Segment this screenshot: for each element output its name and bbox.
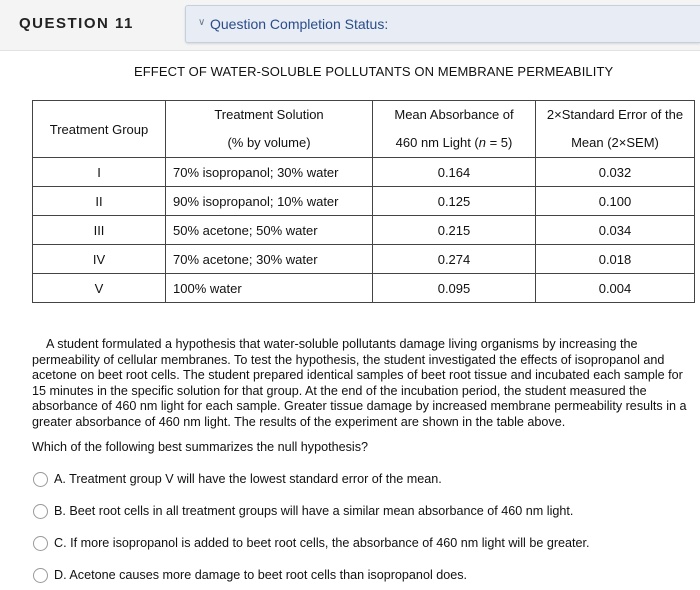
radio-button[interactable] <box>33 536 48 551</box>
cell-absorbance: 0.215 <box>373 216 536 245</box>
table-row <box>33 187 695 216</box>
cell-sem: 0.100 <box>536 187 695 216</box>
cell-group: IV <box>33 245 166 274</box>
answer-option-text: A. Treatment group V will have the lowest standard error of the mean. <box>54 472 442 486</box>
cell-absorbance: 0.125 <box>373 187 536 216</box>
table-row <box>33 158 695 187</box>
question-passage: A student formulated a hypothesis that water-soluble pollutants damage living organisms by increasing the permeability of cellular membranes. To test the hypothesis, the student investigated the effects of isopropanol and acetone on beet root cells. The student prepared identical samples of beet root tissue and incubated each sample for 15 minutes in the specific solution for that group. At the end of the incubation period, the student measured the absorbance of 460 nm light for each sample. Greater tissue damage by increased membrane permeability results in a greater absorbance of 460 nm light. The results of the experiment are shown in the table above. <box>32 337 687 429</box>
cell-solution: 50% acetone; 50% water <box>166 216 373 245</box>
question-prompt: Which of the following best summarizes the null hypothesis? <box>32 440 368 454</box>
radio-button[interactable] <box>33 568 48 583</box>
cell-sem: 0.032 <box>536 158 695 187</box>
table-header-row <box>33 101 695 158</box>
cell-sem: 0.018 <box>536 245 695 274</box>
header-standard-error: 2×Standard Error of the Mean (2×SEM) <box>536 101 695 158</box>
cell-absorbance: 0.095 <box>373 274 536 303</box>
table-title: EFFECT OF WATER-SOLUBLE POLLUTANTS ON MEMBRANE PERMEABILITY <box>134 64 614 79</box>
cell-sem: 0.034 <box>536 216 695 245</box>
cell-sem: 0.004 <box>536 274 695 303</box>
header-absorbance-sub: 460 nm Light (n = 5) <box>395 135 513 150</box>
header-treatment-group: Treatment Group <box>33 101 166 158</box>
completion-status-label: Question Completion Status: <box>210 16 389 32</box>
answer-option-text: D. Acetone causes more damage to beet root cells than isopropanol does. <box>54 568 468 582</box>
table-row <box>33 216 695 245</box>
cell-group: III <box>33 216 166 245</box>
cell-solution: 70% isopropanol; 30% water <box>166 158 373 187</box>
cell-solution: 100% water <box>166 274 373 303</box>
question-number: QUESTION 11 <box>19 15 134 32</box>
cell-group: V <box>33 274 166 303</box>
table-row <box>33 274 695 303</box>
answer-option-text: B. Beet root cells in all treatment groups will have a similar mean absorbance of 460 nm light. <box>54 504 574 518</box>
cell-absorbance: 0.164 <box>373 158 536 187</box>
answer-option-text: C. If more isopropanol is added to beet root cells, the absorbance of 460 nm light will be greater. <box>54 536 590 550</box>
cell-solution: 90% isopropanol; 10% water <box>166 187 373 216</box>
header-treatment-solution: Treatment Solution (% by volume) <box>166 101 373 158</box>
table-row <box>33 245 695 274</box>
cell-solution: 70% acetone; 30% water <box>166 245 373 274</box>
completion-status-toggle[interactable] <box>185 5 700 43</box>
cell-absorbance: 0.274 <box>373 245 536 274</box>
header-mean-absorbance: Mean Absorbance of 460 nm Light (n = 5) <box>373 101 536 158</box>
results-table <box>32 100 695 303</box>
header-solution-unit: (% by volume) <box>227 135 311 150</box>
radio-button[interactable] <box>33 472 48 487</box>
cell-group: II <box>33 187 166 216</box>
question-header <box>0 0 700 51</box>
cell-group: I <box>33 158 166 187</box>
radio-button[interactable] <box>33 504 48 519</box>
chevron-down-icon: ∨ <box>198 17 206 28</box>
